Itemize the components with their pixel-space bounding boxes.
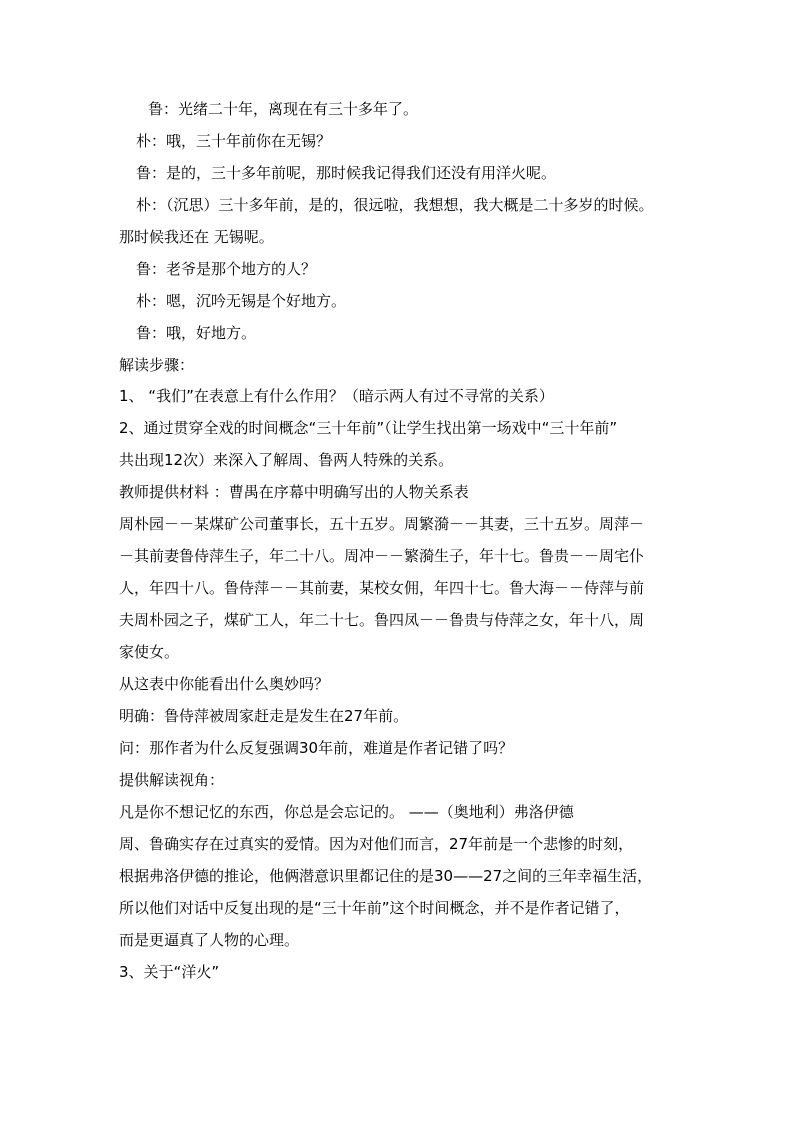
dialogue-line: 朴：（沉思）三十多年前，是的，很远啦，我想想，我大概是二十多岁的时候。 xyxy=(136,196,654,214)
dialogue-line: 鲁：是的，三十多年前呢，那时候我记得我们还没有用洋火呢。 xyxy=(136,164,557,182)
text-line: 周、鲁确实存在过真实的爱情。因为对他们而言，27年前是一个悲惨的时刻， xyxy=(119,835,634,853)
text-line: 夫周朴园之子，煤矿工人，年二十七。鲁四凤－－鲁贵与侍萍之女，年十八，周 xyxy=(119,611,645,629)
step-item: 1、 “我们”在表意上有什么作用？（暗示两人有过不寻常的关系） xyxy=(119,387,554,405)
step-item: 2、通过贯穿全戏的时间概念“三十年前”（让学生找出第一场戏中“三十年前” xyxy=(119,419,618,437)
dialogue-line: 鲁：光绪二十年，离现在有三十多年了。 xyxy=(148,100,419,118)
text-line: 共出现12次）来深入了解周、鲁两人特殊的关系。 xyxy=(119,451,454,469)
text-line: 所以他们对话中反复出现的是“三十年前”这个时间概念，并不是作者记错了， xyxy=(119,899,630,917)
text-line: 根据弗洛伊德的推论，他俩潜意识里都记住的是30——27之间的三年幸福生活， xyxy=(119,867,653,885)
dialogue-line: 鲁：老爷是那个地方的人？ xyxy=(136,260,317,278)
text-line: 家使女。 xyxy=(119,643,180,661)
dialogue-line: 朴：嗯，沉吟无锡是个好地方。 xyxy=(136,292,347,310)
text-line: 而是更逼真了人物的心理。 xyxy=(119,931,300,949)
text-line: 问：那作者为什么反复强调30年前，难道是作者记错了吗？ xyxy=(119,739,514,757)
text-line: 人，年四十八。鲁侍萍－－其前妻，某校女佣，年四十七。鲁大海－－侍萍与前 xyxy=(119,579,645,597)
text-line: 提供解读视角： xyxy=(119,771,225,789)
text-line: 从这表中你能看出什么奥妙吗？ xyxy=(119,675,330,693)
section-heading: 解读步骤： xyxy=(119,356,195,374)
text-line: 周朴园－－某煤矿公司董事长，五十五岁。周繁漪－－其妻，三十五岁。周萍－ xyxy=(119,515,645,533)
section-heading: 3、关于“洋火” xyxy=(119,963,220,981)
text-line: 明确：鲁侍萍被周家赶走是发生在27年前。 xyxy=(119,707,409,725)
dialogue-line: 那时候我还在 无锡呢。 xyxy=(119,228,274,246)
quote-line: 凡是你不想记忆的东西，你总是会忘记的。 ——（奥地利）弗洛伊德 xyxy=(119,803,574,821)
dialogue-line: 鲁：哦，好地方。 xyxy=(136,324,257,342)
text-line: 教师提供材料 ：曹禺在序幕中明确写出的人物关系表 xyxy=(119,483,469,501)
dialogue-line: 朴：哦，三十年前你在无锡？ xyxy=(136,132,332,150)
text-line: －其前妻鲁侍萍生子，年二十八。周冲－－繁漪生子，年十七。鲁贵－－周宅仆 xyxy=(119,547,645,565)
